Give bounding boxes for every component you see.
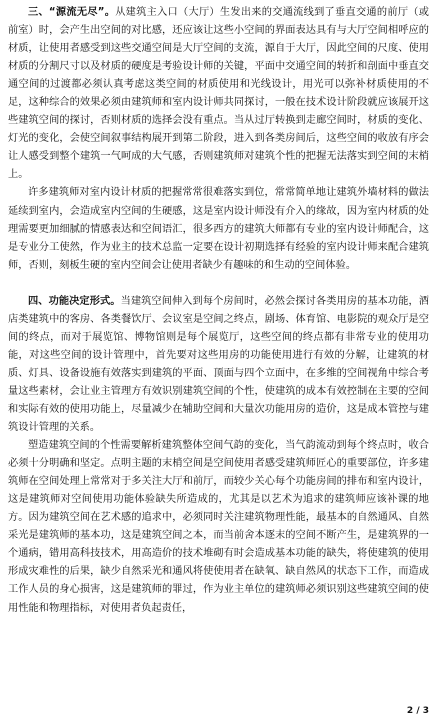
paragraph-source-flow: [8, 4, 429, 184]
section-heading-3: 三、“源流无尽”。: [28, 7, 116, 18]
paragraph-text: 当建筑空间伸入到每个房间时，必然会探讨各类用房的基本功能，酒店类建筑中的客房、各类餐饮厅、会议室是空间之终点，剧场、体育馆、电影院的观众厅是空间的终点，而对于展览馆、博物馆则是每个展览厅，这些空间的终点都有非常专业的使用功能，对这些空间的设计管理中，首先要对这些用房的功能使用进行有效的分解，让建筑的材质、灯具、设备设施有效落实到建筑的平面、顶面与四个立面中，在多维的空间视角中综合考量这些素材，会让业主管理方有效识别建筑空间的个性，使建筑的成本有效控制在主要的空间和实际有效的使用功能上，尽量减少在辅助空间和大量次功能用房的造价，这是成本管控与建筑设计管理的关系。: [8, 295, 430, 434]
paragraph-space-character: [8, 437, 429, 617]
paragraph-text: 塑造建筑空间的个性需要解析建筑整体空间气韵的变化，当气韵流动到每个终点时，收合必须十分明确和坚定。点明主题的末梢空间是空间使用者感受建筑师匠心的重要部位，许多建筑师在空间处理上常常对于多关注大厅和前厅，而较少关心每个功能房间的排布和室内设计，这是建筑师对空间使用功能体验缺失所造成的，尤其是以艺术为追求的建筑师应该补课的地方。因为建筑空间在艺术感的追求中，必须同时关注建筑物理性能，最基本的自然通风、自然采光是建筑师的基本功，这是建筑空间之本，而当前舍本逐末的空间不断产生，是建筑界的一个通病，错用高科技技术，用高造价的技术堆砌有时会造成基本功能的缺失，将使建筑的使用形成灾难性的后果，缺少自然采光和通风将使使用者在缺氧、缺自然风的状态下工作，而造成工作人员的身心损害，这是建筑师的罪过，作为业主单位的建筑师必须识别这些建筑空间的使用性能和物理指标，对使用者负起责任，: [8, 440, 429, 614]
paragraph-gap: [8, 275, 429, 293]
paragraph-text: 许多建筑师对室内设计材质的把握常常很难落实到位，常常简单地让建筑外墙材料的做法延续到室内，会造成室内空间的生硬感，这是室内设计师没有介入的缘故，因为室内材质的处理需要更加细腻的情感表达和空间语汇，很多西方的建筑大师都有专业的室内设计师配合，这是专业分工使然，作为业主的技术总监一定要在设计初期选择有经验的室内设计师来配合建筑师，否则，刻板生硬的室内空间会让使用者缺少有趣味的和生动的空间体验。: [8, 187, 429, 271]
paragraph-function-form: [8, 293, 429, 437]
section-heading-4: 四、功能决定形式。: [28, 295, 121, 307]
page-number: 2 / 3: [406, 706, 429, 716]
paragraph-interior-material: [8, 184, 429, 274]
paragraph-text: 从建筑主入口（大厅）生发出来的交通流线到了垂直交通的前厅（或前室）时，会产生出空间的对比感，还应该让这些小空间的界面表达具有与大厅空间相呼应的材质，让使用者感受到这些交通空间是大厅空间的支流，源自于大厅，因此空间的尺度、使用材质的分割尺寸以及材质的硬度是考验设计师的关键，平面中交通空间的转折和剖面中垂直交通空间的过渡都必须认真考虑这类空间的材质使用和光线设计，用光可以弥补材质使用的不足，这种综合的效果必须由建筑师和室内设计师共同探讨，一般在技术设计阶段就应该展开这些建筑空间的探讨，否则材质的选择会没有重点。当从过厅转换到走廊空间时，材质的变化、灯光的变化，会使空间叙事结构展开到第二阶段，进入到各类房间后，这些空间的收放有序会让人感受到整个建筑一气呵成的大气感，否则建筑师对建筑个性的把握无法落实到空间的末梢上。: [8, 7, 429, 181]
